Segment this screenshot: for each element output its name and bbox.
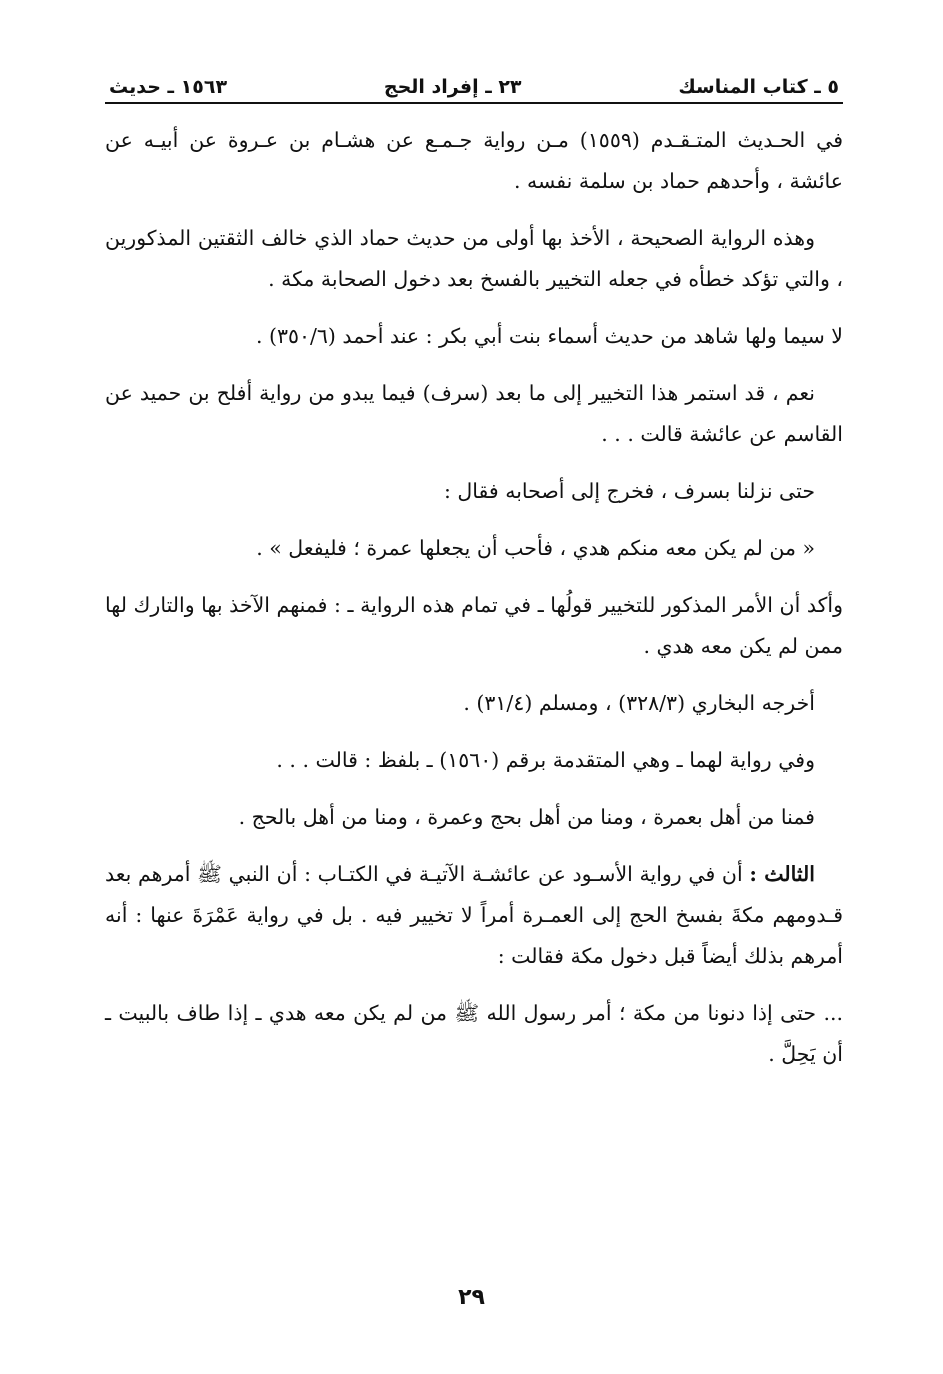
paragraph-5: حتى نزلنا بسرف ، فخرج إلى أصحابه فقال : [443,479,815,503]
paragraph-3: لا سيما ولها شاهد من حديث أسماء بنت أبي بكر : عند أحمد (٣٥٠/٦) . [255,324,843,348]
paragraph-10: فمنا من أهل بعمرة ، ومنا من أهل بحج وعمرة ، ومنا من أهل بالحج . [238,805,815,829]
paragraph-7: وأكد أن الأمر المذكور للتخيير قولُها ـ في تمام هذه الرواية ـ : فمنهم الآخذ بها والتارك لها ممن لم يكن معه هدي . [105,593,843,658]
header-hadith-number: ١٥٦٣ ـ حديث [109,76,228,98]
running-header [105,62,843,98]
third-point-label: الثالث : [749,862,815,886]
paragraph-4: نعم ، قد استمر هذا التخيير إلى ما بعد (سرف) فيما يبدو من رواية أفلح بن حميد عن القاسم عن عائشة قالت . . . [105,381,843,446]
paragraph-2: وهذه الرواية الصحيحة ، الأخذ بها أولى من حديث حماد الذي خالف الثقتين المذكورين ، والتي تؤكد خطأه في جعله التخيير بالفسخ بعد دخول الصحابة مكة . [105,226,843,291]
paragraph-closing: ... حتى إذا دنونا من مكة ؛ أمر رسول الله ﷺ من لم يكن معه هدي ـ إذا طاف بالبيت ـ أن يَحِلَّ . [105,1001,843,1066]
header-divider [105,102,843,104]
paragraph-6: « من لم يكن معه منكم هدي ، فأحب أن يجعلها عمرة ؛ فليفعل » . [256,536,815,560]
paragraph-9: وفي رواية لهما ـ وهي المتقدمة برقم (١٥٦٠) ـ بلفظ : قالت . . . [276,748,815,772]
header-chapter: ٥ ـ كتاب المناسك [678,76,839,98]
paragraph-third-point [105,854,843,977]
body-text [105,120,843,1075]
page-number: ٢٩ [458,1285,485,1310]
third-point-text: أن في رواية الأسـود عن عائشـة الآتيـة في الكتـاب : أن النبي ﷺ أمرهم بعد قـدومهم مكةَ بفسخ الحج إلى العمـرة أمراً لا تخيير فيه . بل في رواية عَمْرَةَ عنها : أنه أمرهم بذلك أيضاً قبل دخول مكة فقالت : [105,862,843,968]
book-page [105,62,843,1091]
paragraph-1: في الحـديث المتـقـدم (١٥٥٩) مـن رواية جـمـع عن هشـام بن عـروة عن أبيـه عن عائشة ، وأحدهم حماد بن سلمة نفسه . [105,128,843,193]
header-section: ٢٣ ـ إفراد الحج [383,76,522,98]
paragraph-8: أخرجه البخاري (٣٢٨/٣) ، ومسلم (٣١/٤) . [463,691,815,715]
